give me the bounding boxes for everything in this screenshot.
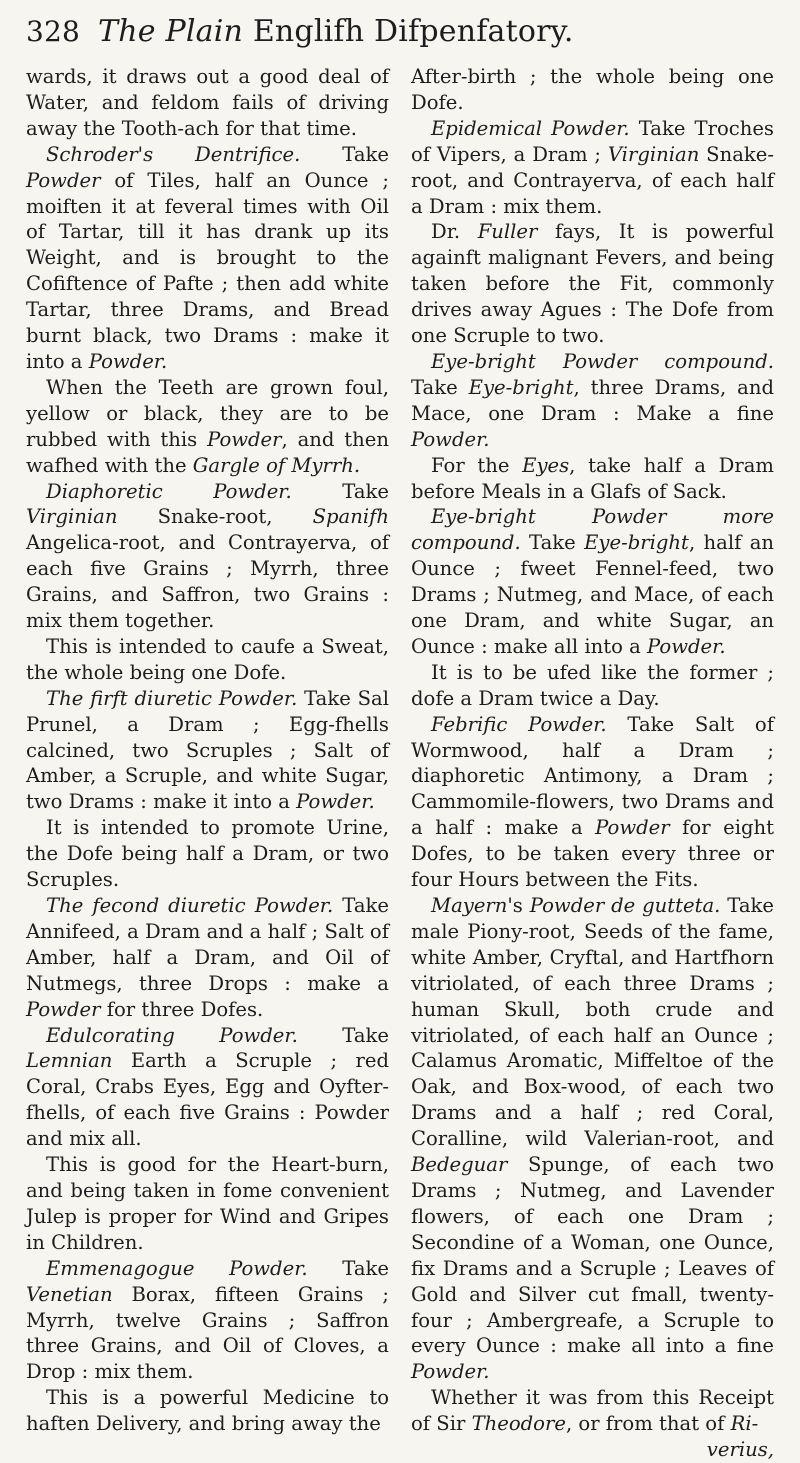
italic-text: Eye-bright Powder more compound. [411,505,774,555]
page-number: 328 [26,15,81,48]
running-title-rest: Englifh Difpenfatory. [252,14,574,49]
italic-text: Eye-bright [468,375,574,399]
text-columns [26,64,774,1463]
text-run: Take Troches of Vipers, a Dram ; [411,116,774,166]
paragraph [411,504,774,659]
italic-text: verius, [706,1438,774,1462]
italic-text: Powder [26,168,101,192]
italic-text: The firft diuretic Powder. [46,686,298,710]
paragraph [411,1385,774,1437]
italic-text: Schroder's Dentrifice. [46,142,301,166]
italic-text: Powder. [88,349,168,373]
right-column [411,64,774,1463]
paragraph [26,64,389,142]
text-run: for eight Dofes, to be taken every three or four Hours between the Fits. [411,816,774,892]
text-run: , take half a Dram before Meals in a Glafs of Sack. [411,453,774,503]
text-run: Take Annifeed, a Dram and a half ; Salt of Amber, half a Dram, and Oil of Nutmegs, three Drops : make a [26,894,389,995]
paragraph [411,893,774,1385]
text-run: Take [307,1256,389,1280]
italic-text: Powder [595,816,670,840]
text-run: After-birth ; the whole being one Dofe. [411,65,774,114]
paragraph [411,116,774,220]
left-column [26,64,389,1463]
text-run: Spunge, of each two Drams ; Nutmeg, and Lavender flowers, of each one Dram ; Secondine of a Woman, one Ounce, fix Drams and a Scruple ; Leaves of Gold and Silver cut fmall, twenty-four ; Ambergreafe, a Scruple to every Ounce : make all into a fine [411,1153,774,1358]
italic-text: Eye-bright [584,531,689,555]
paragraph [411,64,774,116]
text-run: For the [431,453,523,477]
text-run: This is intended to caufe a Sweat, the whole being one Dofe. [26,634,389,684]
paragraph [411,219,774,349]
italic-text: Powder. [411,1360,490,1384]
text-run: Take Sal Prunel, a Dram ; Egg-fhells calcined, two Scruples ; Salt of Amber, a Scruple, and white Sugar, two Drams : make it into a [26,686,389,814]
italic-text: Diaphoretic Powder. [46,479,292,503]
paragraph [411,712,774,893]
paragraph [26,686,389,816]
italic-text: Mayern [431,894,508,917]
text-run: , and then wafhed with the [26,427,389,477]
italic-text: Virginian [607,142,700,166]
italic-text: Powder [207,427,282,451]
text-run: Borax, fifteen Grains ; Myrrh, twelve Grains ; Saffron three Grains, and Oil of Cloves, a Drop : mix them. [26,1282,389,1384]
text-run: fays, It is powerful againft malignant Fevers, and being taken before the Fit, commonly drives away Agues : The Dofe from one Scruple to two. [411,220,774,348]
text-run: Whether it was from this Receipt of Sir [411,1386,774,1436]
text-run: Earth a Scruple ; red Coral, Crabs Eyes, Egg and Oyfter-fhells, of each five Grains : Powder and mix all. [26,1049,389,1151]
text-run: Take male Piony-root, Seeds of the fame, white Amber, Cryftal, and Hartfhorn vitriolated, of each three Drams ; human Skull, both crude and vitriolated, of each half an Ounce ; Calamus Aromatic, Miffeltoe of the Oak, and Box-wood, of each two Drams and a half ; red Coral, Coralline, wild Valerian-root, and [411,894,774,1151]
text-run: Take [411,375,469,399]
text-run: Dr. [431,220,478,244]
running-title-italic: The Plain [98,14,244,49]
italic-text: Fuller [477,220,538,244]
text-run: This is good for the Heart-burn, and being taken in fome convenient Julep is proper for Wind and Gripes in Children. [26,1153,389,1254]
italic-text: Powder [26,997,101,1021]
paragraph [26,1152,389,1256]
italic-text: Eye-bright Powder compound. [431,349,774,373]
paragraph [26,1023,389,1153]
text-run: It is to be ufed like the former ; dofe a Dram twice a Day. [411,660,774,710]
paragraph [26,893,389,1023]
text-run: It is intended to promote Urine, the Dofe being half a Dram, or two Scruples. [26,816,389,892]
text-run: , three Drams, and Mace, one Dram : Make a fine [411,375,774,425]
italic-text: Theodore [471,1412,566,1436]
paragraph [26,1385,389,1437]
text-run: , half an Ounce ; fweet Fennel-feed, two Drams ; Nutmeg, and Mace, of each one Dram, and white Sugar, an Ounce : make all into a [411,531,775,658]
paragraph [26,375,389,479]
italic-text: Venetian [26,1282,113,1306]
italic-text: Powder. [647,634,726,658]
paragraph [26,479,389,634]
text-run: Take Salt of Wormwood, half a Dram ; diaphoretic Antimony, a Dram ; Cammomile-flowers, two Drams and a half : make a [411,712,774,840]
italic-text: Epidemical Powder. [431,116,630,140]
italic-text: Edulcorating Powder. [46,1023,298,1047]
text-run: 's [507,894,530,917]
italic-text: Powder de gutteta. [529,894,721,917]
paragraph [411,453,774,505]
paragraph [26,815,389,893]
running-head [26,14,774,54]
italic-text: Febrific Powder. [431,712,607,736]
italic-text: Powder. [411,427,490,451]
italic-text: Lemnian [26,1049,113,1073]
paragraph [411,660,774,712]
text-run: Snake-root, and Contrayerva, of each half a Dram : mix them. [411,142,774,218]
text-run: wards, it draws out a good deal of Water, and feldom fails of driving away the Tooth-ach for that time. [26,65,389,140]
text-run: , or from that of [565,1412,731,1436]
italic-text: Eyes [522,453,570,477]
text-run: of Tiles, half an Ounce ; moiften it at feveral times with Oil of Tartar, till it has drank up its Weight, and is brought to the Cofiftence of Pafte ; then add white Tartar, three Drams, and Bread burnt black, two Drams : make it into a [26,168,389,373]
italic-text: Ri- [730,1412,759,1436]
paragraph [26,634,389,686]
catchword [411,1437,774,1463]
text-run: for three Dofes. [100,997,264,1021]
text-run: This is a powerful Medicine to haften Delivery, and bring away the [26,1386,389,1436]
paragraph [26,142,389,375]
text-run: When the Teeth are grown foul, yellow or black, they are to be rubbed with this [26,375,389,451]
italic-text: Virginian [26,505,118,529]
italic-text: Gargle of Myrrh. [192,453,361,477]
text-run: Take [291,479,389,503]
italic-text: The fecond diuretic Powder. [46,894,334,917]
paragraph [26,1256,389,1386]
text-run: Take [520,531,585,555]
italic-text: Powder. [296,790,375,814]
text-run: Angelica-root, and Contrayerva, of each five Grains ; Myrrh, three Grains, and Saffron, two Grains : mix them together. [26,531,389,633]
text-run: Snake-root, [117,505,313,529]
italic-text: Spanifh [312,505,389,529]
italic-text: Emmenagogue Powder. [46,1256,308,1280]
italic-text: Bedeguar [411,1153,508,1177]
text-run: Take [300,142,389,166]
running-title [98,14,574,49]
paragraph [411,349,774,453]
text-run: Take [297,1023,389,1047]
